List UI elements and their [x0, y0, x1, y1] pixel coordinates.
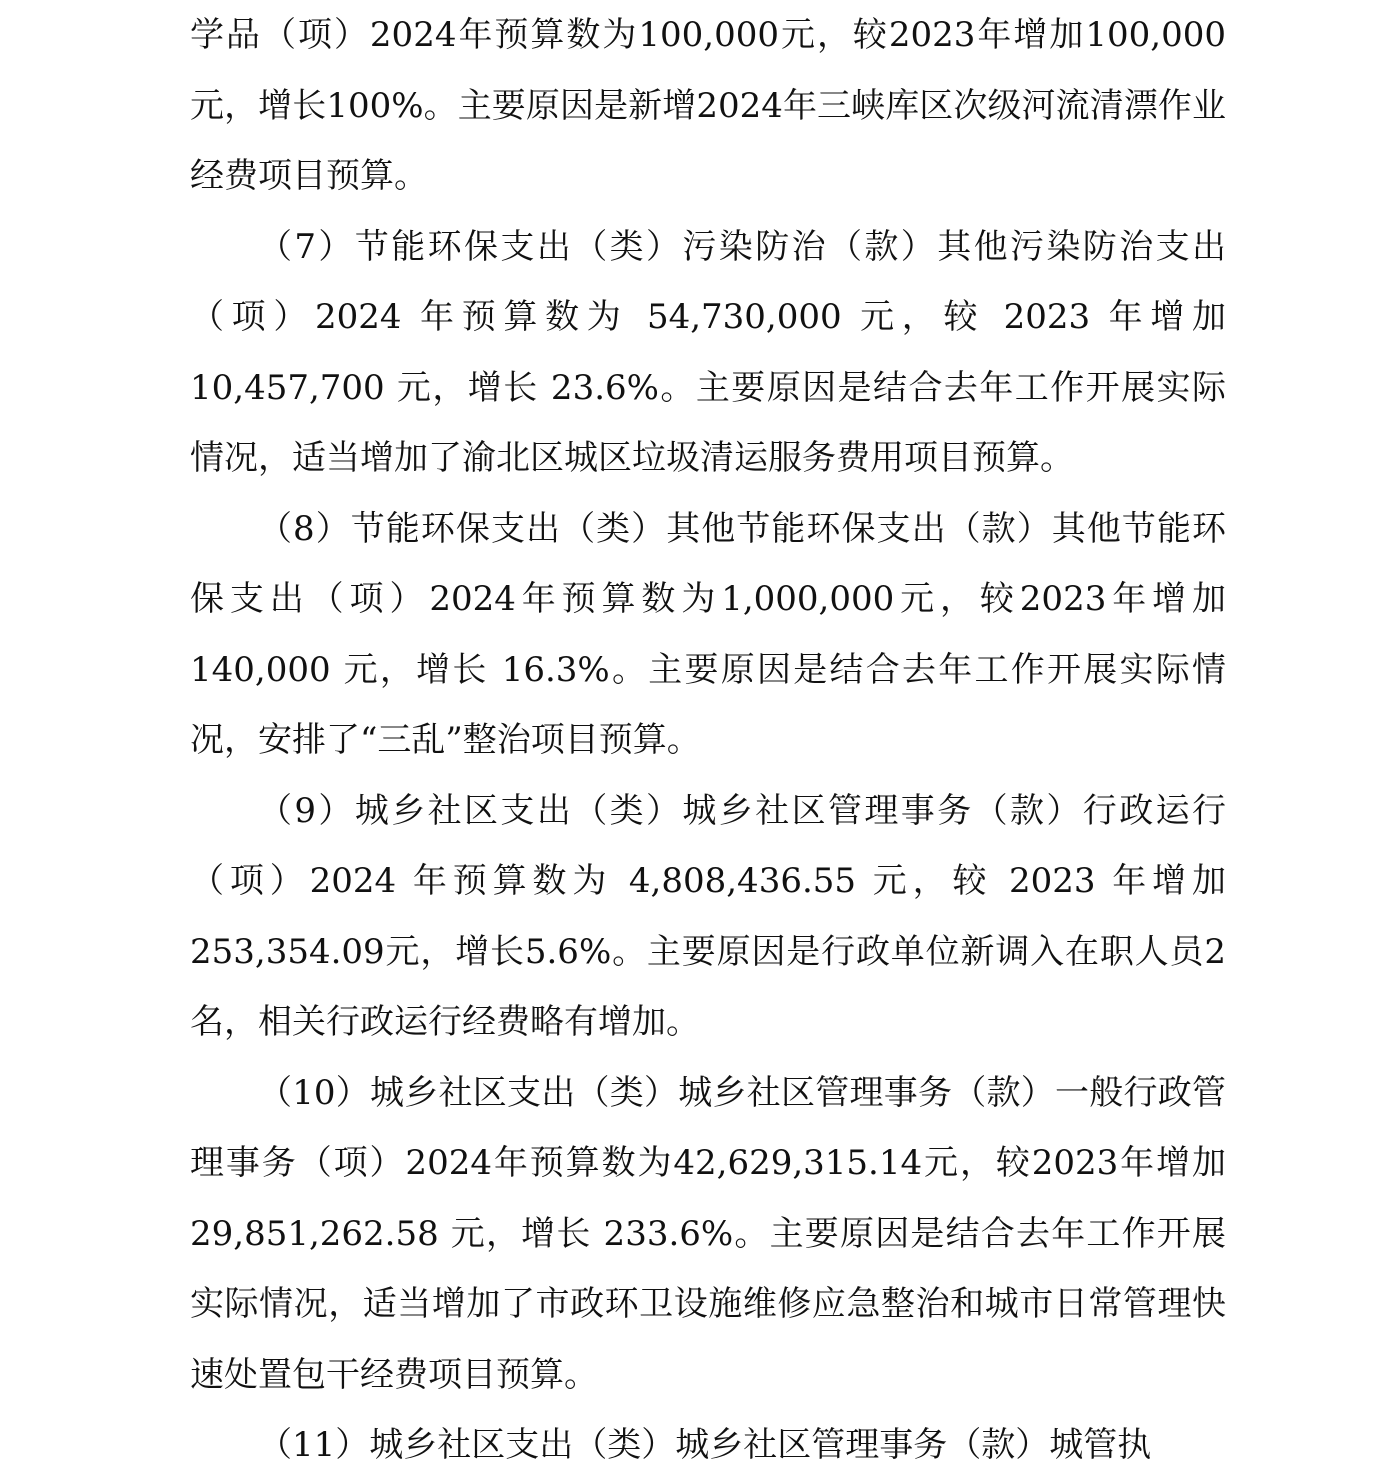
paragraph-item-10: （10）城乡社区支出（类）城乡社区管理事务（款）一般行政管理事务（项）2024年预算数为42,629,315.14元，较2023年增加 29,851,262.58 元，增长 233.6%。主要原因是结合去年工作开展实际情况，适当增加了市政环卫设施维修应急整治和城市日常管理快速处置包干经费项目预算。: [190, 1072, 1226, 1395]
document-page: [190, 0, 1226, 1481]
paragraph-item-11: （11）城乡社区支出（类）城乡社区管理事务（款）城管执: [258, 1425, 1152, 1465]
paragraph-item-9: （9）城乡社区支出（类）城乡社区管理事务（款）行政运行（项）2024 年预算数为 4,808,436.55 元，较 2023 年增加253,354.09元，增长5.6%。主要原因是行政单位新调入在职人员2名，相关行政运行经费略有增加。: [190, 790, 1226, 1042]
paragraph-continuation: 学品（项）2024年预算数为100,000元，较2023年增加100,000元，增长100%。主要原因是新增2024年三峡库区次级河流清漂作业经费项目预算。: [190, 15, 1226, 196]
paragraph-item-7: （7）节能环保支出（类）污染防治（款）其他污染防治支出（项）2024 年预算数为 54,730,000 元，较 2023 年增加10,457,700 元，增长 23.6%。主要原因是结合去年工作开展实际情况，适当增加了渝北区城区垃圾清运服务费用项目预算。: [190, 226, 1226, 478]
paragraph-item-8: （8）节能环保支出（类）其他节能环保支出（款）其他节能环保支出（项）2024年预算数为1,000,000元，较2023年增加140,000 元，增长 16.3%。主要原因是结合去年工作开展实际情况，安排了“三乱”整治项目预算。: [190, 508, 1226, 760]
